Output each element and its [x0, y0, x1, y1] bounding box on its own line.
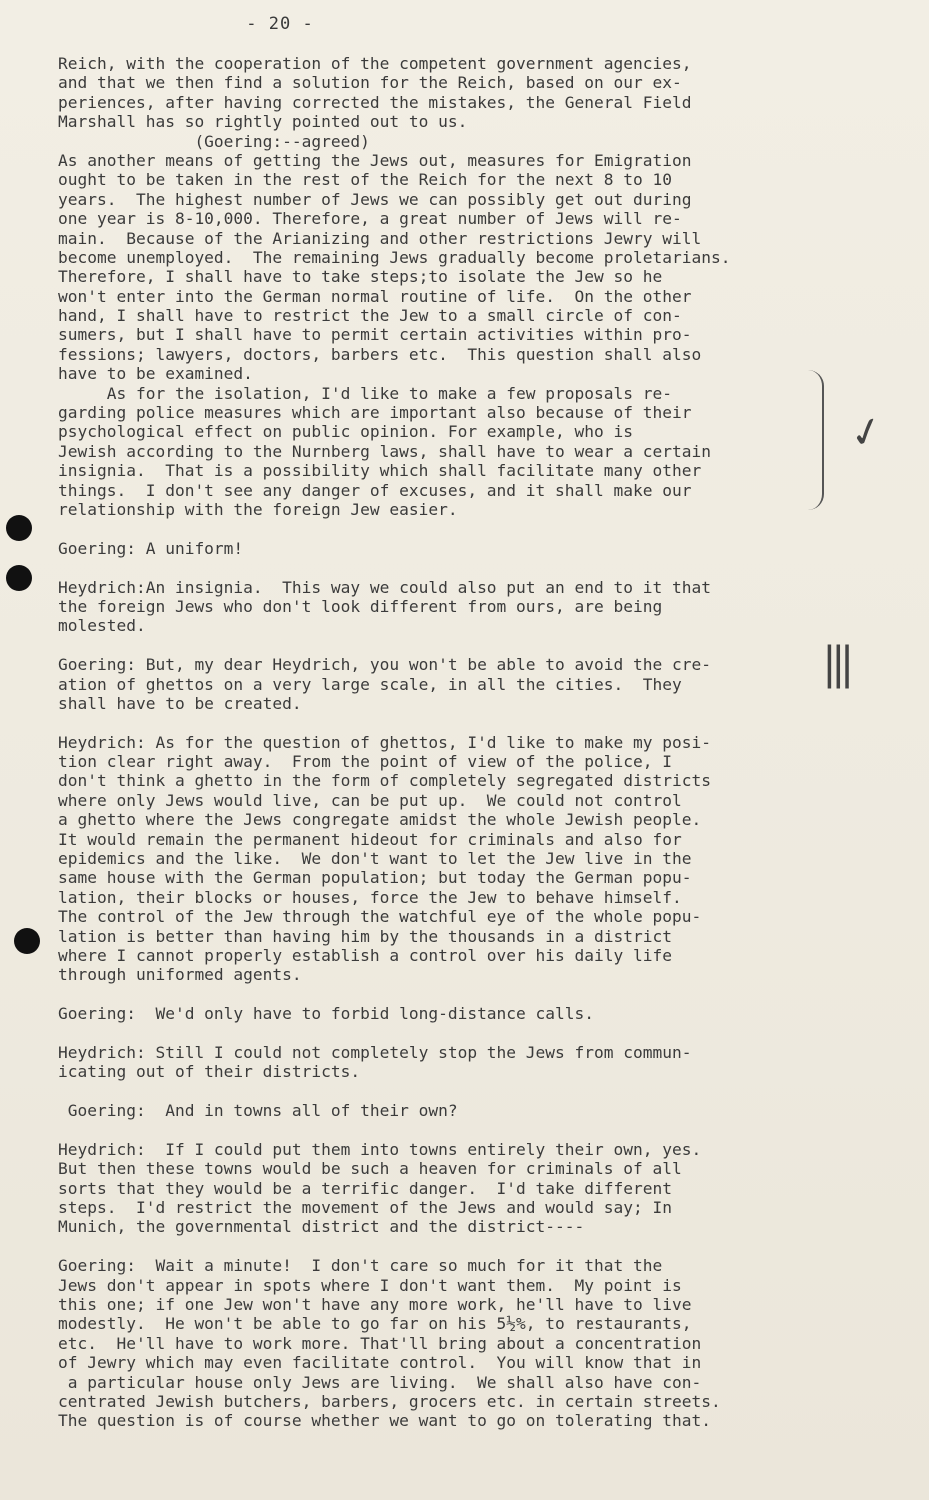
page-number: - 20 -	[246, 14, 314, 34]
text-line: hand, I shall have to restrict the Jew to a small circle of con-	[58, 306, 682, 326]
blank-line	[58, 636, 848, 655]
punch-hole	[14, 928, 40, 954]
text-line: Jewish according to the Nurnberg laws, shall have to wear a certain	[58, 441, 711, 461]
text-line: centrated Jewish butchers, barbers, grocers etc. in certain streets.	[58, 1391, 721, 1411]
text-line: won't enter into the German normal routine of life. On the other	[58, 286, 692, 306]
text-line: sorts that they would be a terrific danger. I'd take different	[58, 1178, 672, 1198]
text-line: psychological effect on public opinion. For example, who is	[58, 422, 633, 442]
text-line: one year is 8-10,000. Therefore, a great number of Jews will re-	[58, 209, 682, 229]
text-line: Heydrich: As for the question of ghettos, I'd like to make my posi-	[58, 732, 711, 752]
text-line: Jews don't appear in spots where I don't want them. My point is	[58, 1275, 682, 1295]
text-line: relationship with the foreign Jew easier.	[58, 499, 458, 519]
text-line: icating out of their districts.	[58, 1062, 361, 1082]
text-line: years. The highest number of Jews we can possibly get out during	[58, 189, 692, 209]
text-line: periences, after having corrected the mistakes, the General Field	[58, 92, 692, 112]
text-line: have to be examined.	[58, 364, 253, 384]
text-line: same house with the German population; but today the German popu-	[58, 868, 692, 888]
text-line: The question is of course whether we want to go on tolerating that.	[58, 1411, 711, 1431]
text-line: lation, their blocks or houses, force the Jew to behave himself.	[58, 887, 682, 907]
text-line: It would remain the permanent hideout for criminals and also for	[58, 829, 682, 849]
margin-bracket	[808, 370, 824, 510]
text-line: Reich, with the cooperation of the competent government agencies,	[58, 54, 692, 73]
margin-bar-marks: |||	[822, 638, 849, 689]
text-line: Goering: And in towns all of their own?	[58, 1101, 458, 1121]
text-line: insignia. That is a possibility which shall facilitate many other	[58, 461, 702, 481]
text-line: (Goering:--agreed)	[58, 131, 370, 151]
text-line: etc. He'll have to work more. That'll bring about a concentration	[58, 1333, 702, 1353]
punch-hole	[6, 565, 32, 591]
typed-text-body	[58, 54, 848, 1431]
text-line: Heydrich: If I could put them into towns entirely their own, yes.	[58, 1139, 702, 1159]
text-line: tion clear right away. From the point of view of the police, I	[58, 752, 672, 772]
blank-line	[58, 1120, 848, 1139]
text-line: lation is better than having him by the thousands in a district	[58, 926, 672, 946]
text-line: Therefore, I shall have to take steps;to isolate the Jew so he	[58, 267, 663, 287]
text-line: sumers, but I shall have to permit certain activities within pro-	[58, 325, 692, 345]
text-line: molested.	[58, 616, 146, 636]
blank-line	[58, 1082, 848, 1101]
text-line: Heydrich:An insignia. This way we could also put an end to it that	[58, 577, 711, 597]
blank-line	[58, 519, 848, 538]
text-line: Goering: We'd only have to forbid long-distance calls.	[58, 1004, 595, 1024]
text-line: Heydrich: Still I could not completely stop the Jews from commun-	[58, 1042, 692, 1062]
text-line: don't think a ghetto in the form of completely segregated districts	[58, 771, 711, 791]
text-line: main. Because of the Arianizing and other restrictions Jewry will	[58, 228, 702, 248]
text-line: Munich, the governmental district and the district----	[58, 1217, 585, 1237]
text-line: Marshall has so rightly pointed out to us.	[58, 112, 468, 132]
text-line: But then these towns would be such a heaven for criminals of all	[58, 1159, 682, 1179]
text-line: through uniformed agents.	[58, 965, 302, 985]
text-line: of Jewry which may even facilitate control. You will know that in	[58, 1353, 702, 1373]
text-line: As for the isolation, I'd like to make a few proposals re-	[58, 383, 672, 403]
text-line: become unemployed. The remaining Jews gradually become proletarians.	[58, 247, 731, 267]
text-line: fessions; lawyers, doctors, barbers etc. This question shall also	[58, 344, 702, 364]
text-line: the foreign Jews who don't look different from ours, are being	[58, 596, 663, 616]
text-line: steps. I'd restrict the movement of the Jews and would say; In	[58, 1198, 672, 1218]
blank-line	[58, 558, 848, 577]
blank-line	[58, 1024, 848, 1043]
punch-hole	[6, 515, 32, 541]
text-line: Goering: But, my dear Heydrich, you won't be able to avoid the cre-	[58, 655, 711, 675]
text-line: As another means of getting the Jews out, measures for Emigration	[58, 150, 692, 170]
text-line: where only Jews would live, can be put up. We could not control	[58, 790, 682, 810]
text-line: modestly. He won't be able to go far on his 5½%, to restaurants,	[58, 1314, 692, 1334]
blank-line	[58, 1237, 848, 1256]
margin-check-mark: ✓	[844, 406, 889, 460]
text-line: shall have to be created.	[58, 693, 302, 713]
text-line: and that we then find a solution for the Reich, based on our ex-	[58, 73, 682, 93]
blank-line	[58, 713, 848, 732]
text-line: this one; if one Jew won't have any more work, he'll have to live	[58, 1295, 692, 1314]
text-line: Goering: Wait a minute! I don't care so much for it that the	[58, 1256, 663, 1276]
text-line: where I cannot properly establish a control over his daily life	[58, 945, 672, 965]
text-line: The control of the Jew through the watchful eye of the whole popu-	[58, 907, 702, 927]
text-line: a ghetto where the Jews congregate amidst the whole Jewish people.	[58, 810, 702, 830]
text-line: things. I don't see any danger of excuses, and it shall make our	[58, 480, 692, 500]
text-line: garding police measures which are important also because of their	[58, 403, 692, 423]
text-line: Goering: A uniform!	[58, 538, 244, 558]
text-line: epidemics and the like. We don't want to let the Jew live in the	[58, 849, 692, 869]
text-line: a particular house only Jews are living. We shall also have con-	[58, 1372, 702, 1392]
blank-line	[58, 985, 848, 1004]
text-line: ation of ghettos on a very large scale, in all the cities. They	[58, 674, 682, 694]
text-line: ought to be taken in the rest of the Reich for the next 8 to 10	[58, 170, 672, 190]
